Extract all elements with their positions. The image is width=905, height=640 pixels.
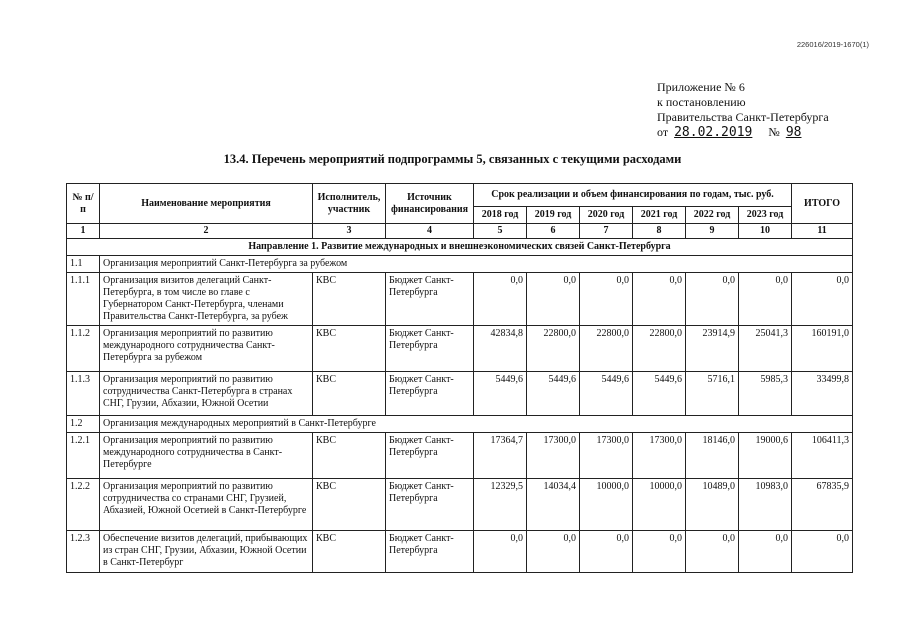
total-value: 67835,9 xyxy=(792,479,853,531)
year-value: 5449,6 xyxy=(633,372,686,416)
column-number: 8 xyxy=(633,224,686,239)
approval-block xyxy=(657,80,829,140)
funding-source: Бюджет Санкт-Петербурга xyxy=(386,372,474,416)
year-value: 0,0 xyxy=(739,531,792,573)
executor: КВС xyxy=(313,326,386,372)
year-value: 5985,3 xyxy=(739,372,792,416)
year-value: 0,0 xyxy=(580,273,633,326)
table-row xyxy=(67,479,853,531)
activity-name: Организация мероприятий по развитию сотрудничества со странами СНГ, Грузией, Абхазией, Южной Осетией в Санкт-Петербурге xyxy=(100,479,313,531)
decree-number: 98 xyxy=(785,125,802,140)
approval-line: к постановлению xyxy=(657,95,746,109)
year-value: 5449,6 xyxy=(580,372,633,416)
row-number: 1.1.3 xyxy=(67,372,100,416)
funding-source: Бюджет Санкт-Петербурга xyxy=(386,326,474,372)
table-row xyxy=(67,531,853,573)
funding-source: Бюджет Санкт-Петербурга xyxy=(386,273,474,326)
row-number: 1.1.2 xyxy=(67,326,100,372)
column-number: 3 xyxy=(313,224,386,239)
year-value: 0,0 xyxy=(580,531,633,573)
year-value: 0,0 xyxy=(739,273,792,326)
header-period: Срок реализации и объем финансирования по годам, тыс. руб. xyxy=(474,184,792,207)
year-value: 14034,4 xyxy=(527,479,580,531)
year-value: 22800,0 xyxy=(633,326,686,372)
funding-source: Бюджет Санкт-Петербурга xyxy=(386,531,474,573)
year-value: 22800,0 xyxy=(527,326,580,372)
section-row xyxy=(67,256,853,273)
activity-name: Обеспечение визитов делегаций, прибывающих из стран СНГ, Грузии, Абхазии, Южной Осетии в Санкт-Петербург xyxy=(100,531,313,573)
year-value: 22800,0 xyxy=(580,326,633,372)
year-value: 17300,0 xyxy=(580,433,633,479)
year-header: 2021 год xyxy=(633,207,686,224)
executor: КВС xyxy=(313,433,386,479)
column-number: 2 xyxy=(100,224,313,239)
section-name: Организация международных мероприятий в Санкт-Петербурге xyxy=(100,416,853,433)
direction-row xyxy=(67,239,853,256)
activity-name: Организация визитов делегаций Санкт-Петербурга, в том числе во главе с Губернатором Санкт-Петербурга, членами Правительства Санкт-Петербурга, за рубеж xyxy=(100,273,313,326)
year-value: 0,0 xyxy=(474,531,527,573)
section-row xyxy=(67,416,853,433)
section-name: Организация мероприятий Санкт-Петербурга за рубежом xyxy=(100,256,853,273)
year-value: 23914,9 xyxy=(686,326,739,372)
column-number: 11 xyxy=(792,224,853,239)
executor: КВС xyxy=(313,273,386,326)
document-number: 226016/2019-1670(1) xyxy=(796,40,869,49)
year-header: 2023 год xyxy=(739,207,792,224)
year-header: 2020 год xyxy=(580,207,633,224)
header-executor: Исполнитель, участник xyxy=(313,184,386,224)
executor: КВС xyxy=(313,531,386,573)
direction-title: Направление 1. Развитие международных и внешнеэкономических связей Санкт-Петербурга xyxy=(67,239,853,256)
year-header: 2019 год xyxy=(527,207,580,224)
year-value: 12329,5 xyxy=(474,479,527,531)
table-row xyxy=(67,433,853,479)
total-value: 160191,0 xyxy=(792,326,853,372)
year-value: 17300,0 xyxy=(527,433,580,479)
table-row xyxy=(67,372,853,416)
year-value: 10000,0 xyxy=(580,479,633,531)
activities-table xyxy=(66,183,853,573)
year-value: 10000,0 xyxy=(633,479,686,531)
activity-name: Организация мероприятий по развитию международного сотрудничества в Санкт-Петербурге xyxy=(100,433,313,479)
year-value: 0,0 xyxy=(527,531,580,573)
year-value: 25041,3 xyxy=(739,326,792,372)
year-value: 10983,0 xyxy=(739,479,792,531)
section-number: 1.2 xyxy=(67,416,100,433)
decree-date: 28.02.2019 xyxy=(674,125,753,140)
header-name: Наименование мероприятия xyxy=(100,184,313,224)
year-value: 17300,0 xyxy=(633,433,686,479)
column-number: 5 xyxy=(474,224,527,239)
funding-source: Бюджет Санкт-Петербурга xyxy=(386,479,474,531)
table-row xyxy=(67,273,853,326)
year-header: 2018 год xyxy=(474,207,527,224)
year-value: 42834,8 xyxy=(474,326,527,372)
number-label: № xyxy=(768,125,780,139)
approval-line: Приложение № 6 xyxy=(657,80,745,94)
header-num: № п/п xyxy=(67,184,100,224)
approval-line: Правительства Санкт-Петербурга xyxy=(657,110,829,124)
activity-name: Организация мероприятий по развитию международного сотрудничества Санкт-Петербурга за рубежом xyxy=(100,326,313,372)
row-number: 1.2.3 xyxy=(67,531,100,573)
column-number: 6 xyxy=(527,224,580,239)
year-value: 10489,0 xyxy=(686,479,739,531)
row-number: 1.1.1 xyxy=(67,273,100,326)
header-source: Источник финансирования xyxy=(386,184,474,224)
year-value: 5716,1 xyxy=(686,372,739,416)
row-number: 1.2.2 xyxy=(67,479,100,531)
year-value: 5449,6 xyxy=(527,372,580,416)
total-value: 33499,8 xyxy=(792,372,853,416)
total-value: 0,0 xyxy=(792,273,853,326)
section-number: 1.1 xyxy=(67,256,100,273)
year-header: 2022 год xyxy=(686,207,739,224)
total-value: 106411,3 xyxy=(792,433,853,479)
year-value: 0,0 xyxy=(633,273,686,326)
row-number: 1.2.1 xyxy=(67,433,100,479)
year-value: 0,0 xyxy=(686,531,739,573)
activity-name: Организация мероприятий по развитию сотрудничества Санкт-Петербурга в странах СНГ, Грузии, Абхазии, Южной Осетии xyxy=(100,372,313,416)
column-number: 9 xyxy=(686,224,739,239)
table-row xyxy=(67,326,853,372)
year-value: 18146,0 xyxy=(686,433,739,479)
from-label: от xyxy=(657,125,669,139)
year-value: 0,0 xyxy=(474,273,527,326)
column-number: 10 xyxy=(739,224,792,239)
executor: КВС xyxy=(313,372,386,416)
year-value: 17364,7 xyxy=(474,433,527,479)
year-value: 0,0 xyxy=(686,273,739,326)
header-total: ИТОГО xyxy=(792,184,853,224)
column-number: 1 xyxy=(67,224,100,239)
year-value: 0,0 xyxy=(633,531,686,573)
total-value: 0,0 xyxy=(792,531,853,573)
year-value: 0,0 xyxy=(527,273,580,326)
approval-date-line xyxy=(657,125,829,140)
column-number: 4 xyxy=(386,224,474,239)
page-title: 13.4. Перечень мероприятий подпрограммы 5, связанных с текущими расходами xyxy=(223,152,682,166)
funding-source: Бюджет Санкт-Петербурга xyxy=(386,433,474,479)
year-value: 5449,6 xyxy=(474,372,527,416)
executor: КВС xyxy=(313,479,386,531)
column-number: 7 xyxy=(580,224,633,239)
year-value: 19000,6 xyxy=(739,433,792,479)
